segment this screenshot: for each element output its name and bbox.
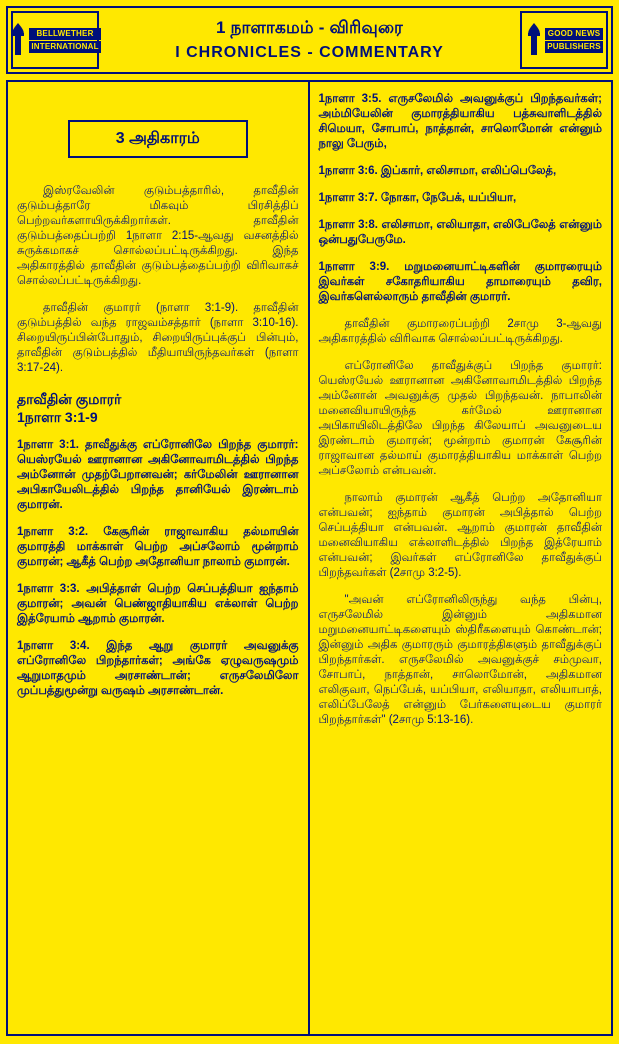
verse-3-9: 1நாளா 3:9. மறுமனையாட்டிகளின் குமாரரையும் இவர்கள் சகோதரியாகிய தாமாரையும் தவிர, இவர்களெல்லாரும் தாவீதின் குமாரர். (318, 261, 602, 303)
chapter-heading-label: 3 அதிகாரம் (115, 130, 200, 147)
verse-3-7: 1நாளா 3:7. நோகா, நேபேக், யப்பியா, (318, 192, 517, 204)
commentary-quote-paragraph: "அவன் எப்ரோனிலிருந்து வந்த பின்பு, எருசலேமில் இன்னும் அதிகமான மறுமனையாட்டிகளையும் ஸ்திரீகளையும் கொண்டான்; இன்னும் அதிக குமாரரும் குமாரத்திகளும் தாவீதுக்குப் பிறந்தார்கள். எருசலேமில் அவனுக்குச் சம்முவா, சோபாப், நாத்தான், சாலொமோன், அதிகமான எலிகுவா, நெப்பேக், யப்பியா, எலியாதா, எலியாபாத், எலிப்பேலேத் என்னும் பேர்களையுடைய குமாரர் பிறந்தார்கள்" (2சாமு 5:13-16). (318, 594, 602, 726)
page-title-english: I CHRONICLES - COMMENTARY (175, 44, 444, 61)
logo-good-news-publishers (520, 11, 608, 69)
page-title-tamil: 1 நாளாகமம் - விரிவுரை (215, 18, 404, 37)
verse-3-2: 1நாளா 3:2. கேசூரின் ராஜாவாகிய தல்மாயின் குமாரத்தி மாக்காள் பெற்ற அப்சலோம் மூன்றாம் குமாரன்; ஆகீத் பெற்ற அதோனியா நாலாம் குமாரன். (17, 526, 299, 568)
paragraph-intro-1: இஸ்ரவேலின் குடும்பத்தாரில், தாவீதின் குடும்பத்தாரே மிகவும் பிரசித்திப் பெற்றவர்களாயிருக்கிறார்கள். தாவீதின் குடும்பத்தைப்பற்றி 1நாளா 2:15-ஆவது வசனத்தில் சுருக்கமாகச் சொல்லப்பட்டிருக்கிறது. இந்த அதிகாரத்தில் தாவீதின் குடும்பத்தைப்பற்றி விரிவாகச் சொல்லப்பட்டிருக்கிறது. (17, 185, 299, 287)
section-title-line1: தாவீதின் குமாரர் (17, 391, 122, 407)
column-right (310, 82, 612, 1034)
chapter-heading-box (68, 120, 248, 158)
page-body (6, 80, 613, 1036)
paragraph-intro-2: தாவீதின் குமாரர் (நாளா 3:1-9). தாவீதின் குடும்பத்தில் வந்த ராஜவம்சத்தார் (நாளா 3:10-16). சிறையிருப்பின்போதும், சிறையிருப்புக்குப் பின்பும், தாவீதின் குடும்பத்தில் மீதியாயிருந்தவர்கள் (நாளா 3:17-24). (17, 302, 299, 374)
torch-icon (525, 23, 543, 57)
verse-3-6: 1நாளா 3:6. இப்கார், எலிசாமா, எலிப்பெலேத், (318, 165, 557, 177)
commentary-paragraph-2: எப்ரோனிலே தாவீதுக்குப் பிறந்த குமாரர்: யெஸ்ரயேல் ஊரானான அகினோவாமிடத்தில் பிறந்த அம்னோன் அவனுக்கு முதல் பிறந்தவன். நாபாலின் மனைவியாயிருந்த கர்மேல் ஊரானான அபிகாயிலிடத்திலே பிறந்த கிலேயாப் அவனுடைய இரண்டாம் குமாரன்; மூன்றாம் குமாரன் கேசூரின் ராஜாவான தல்மாய் குமாரத்தியாகிய மாக்காள் பெற்ற அப்சலோம் என்பவன். (318, 360, 602, 477)
title-block (102, 8, 517, 72)
section-title (17, 390, 299, 426)
verse-3-8: 1நாளா 3:8. எலிசாமா, எலியாதா, எலிபேலேத் என்னும் ஒன்பதுபேருமே. (318, 219, 602, 246)
verse-3-5: 1நாளா 3:5. எருசலேமில் அவனுக்குப் பிறந்தவர்கள்; அம்மியேலின் குமாரத்தியாகிய பத்சுவாளிடத்தில் சிமெயா, சோபாப், நாத்தான், சாலொமோன் என்னும் நாலு பேரும், (318, 93, 602, 150)
commentary-paragraph-1: தாவீதின் குமாரரைப்பற்றி 2சாமு 3-ஆவது அதிகாரத்தில் விரிவாக சொல்லப்பட்டிருக்கிறது. (318, 318, 602, 345)
section-title-line2: 1நாளா 3:1-9 (17, 409, 98, 425)
logo-bellwether-line2: INTERNATIONAL (31, 41, 99, 51)
torch-icon (9, 23, 27, 57)
page-header (6, 6, 613, 74)
verse-3-4: 1நாளா 3:4. இந்த ஆறு குமாரர் அவனுக்கு எப்ரோனிலே பிறந்தார்கள்; அங்கே ஏழுவருஷமும் ஆறுமாதமும் அரசாண்டான்; எருசலேமிலோ முப்பத்துமூன்று வருஷம் அரசாண்டான். (17, 640, 299, 697)
commentary-paragraph-3: நாலாம் குமாரன் ஆகீத் பெற்ற அதோனியா என்பவன்; ஐந்தாம் குமாரன் அபித்தால் பெற்ற செப்பத்தியா என்பவன். ஆறாம் குமாரன் தாவீதின் மனைவியாகிய எக்லாளிடத்தில் பிறந்த இத்ரேயாம் என்பவன்; இவர்கள் எப்ரோனிலே தாவீதுக்குப் பிறந்தவர்கள் (2சாமு 3:2-5). (318, 492, 602, 579)
verse-3-3: 1நாளா 3:3. அபித்தாள் பெற்ற செப்பத்தியா ஐந்தாம் குமாரன்; அவன் பெண்ஜாதியாகிய எக்லாள் பெற்ற இத்ரேயாம் ஆறாம் குமாரன். (17, 583, 299, 625)
verse-3-1: 1நாளா 3:1. தாவீதுக்கு எப்ரோனிலே பிறந்த குமாரர்: யெஸ்ரயேல் ஊரானான அகினோவாமிடத்தில் பிறந்த அம்னோன் முதற்பேறானவன்; கர்மேலின் ஊரானான அபிகாயேலிடத்தில் பிறந்த தானியேல் இரண்டாம் குமாரன். (17, 439, 299, 511)
logo-goodnews-line1: GOOD NEWS (545, 28, 603, 40)
logo-bellwether-international (11, 11, 99, 69)
column-left (8, 82, 310, 1034)
logo-goodnews-line2: PUBLISHERS (547, 41, 601, 51)
logo-bellwether-line1: BELLWETHER (29, 28, 100, 40)
